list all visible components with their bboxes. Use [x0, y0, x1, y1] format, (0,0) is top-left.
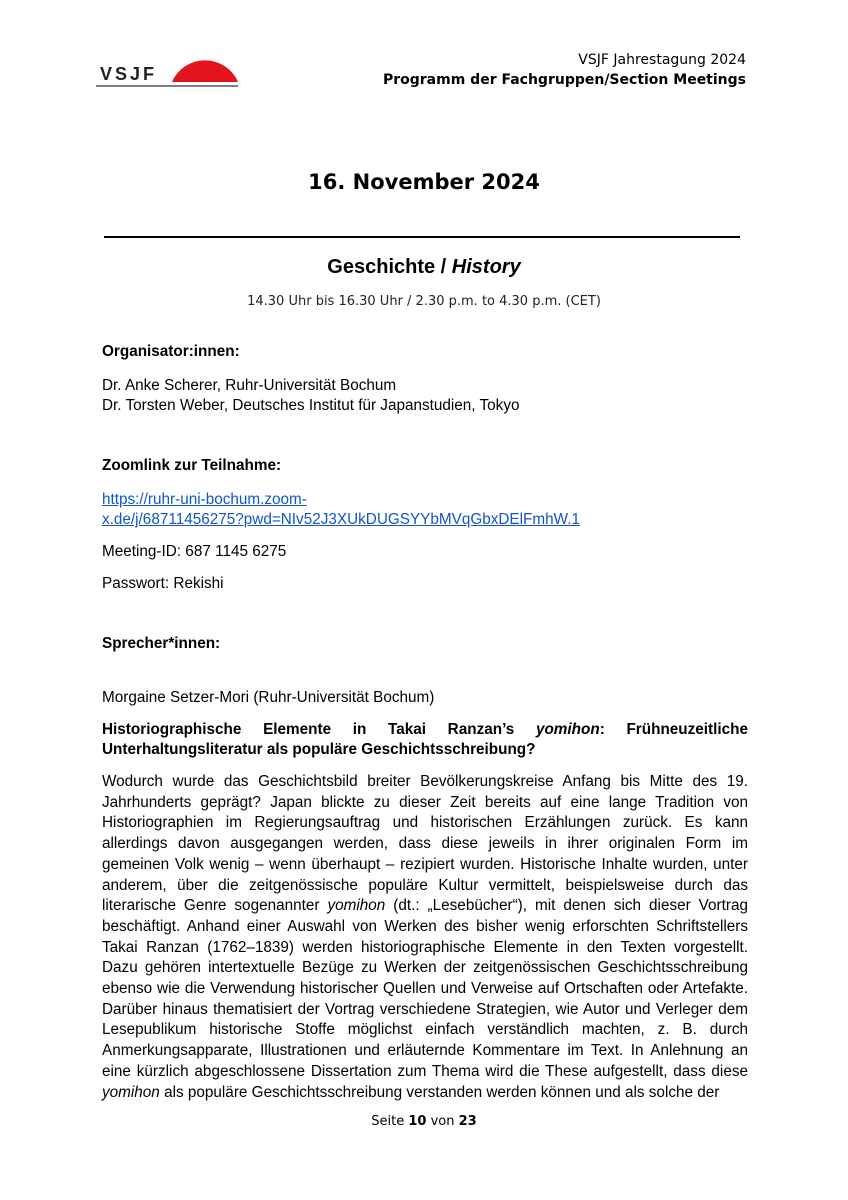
session-time: 14.30 Uhr bis 16.30 Uhr / 2.30 p.m. to 4.30 p.m. (CET) — [247, 294, 601, 309]
speakers-label: Sprecher*innen: — [102, 635, 221, 652]
rising-sun-arc — [172, 60, 238, 82]
page-footer — [0, 1114, 848, 1129]
footer-total-pages: 23 — [458, 1114, 477, 1129]
zoom-link-line2: x.de/j/68711456275?pwd=NIv52J3XUkDUGSYYbMVqGbxDElFmhW.1 — [102, 511, 580, 528]
title-divider — [104, 236, 740, 238]
header-title: VSJF Jahrestagung 2024 — [578, 52, 746, 68]
organizer-2: Dr. Torsten Weber, Deutsches Institut für Japanstudien, Tokyo — [102, 397, 520, 414]
zoom-link[interactable] — [102, 491, 580, 528]
talk-title — [102, 720, 748, 760]
section-title — [0, 256, 848, 279]
abstract-italic-1: yomihon — [327, 897, 386, 915]
date-title: 16. November 2024 — [308, 170, 540, 194]
logo-text: VSJF — [100, 64, 158, 84]
header-subtitle: Programm der Fachgruppen/Section Meetings — [382, 72, 746, 88]
main-content — [102, 342, 748, 1103]
footer-current-page: 10 — [408, 1114, 427, 1129]
section-title-de: Geschichte / — [327, 256, 452, 278]
talk-abstract — [102, 772, 748, 1103]
zoom-label: Zoomlink zur Teilnahme: — [102, 457, 282, 474]
meeting-password: Passwort: Rekishi — [102, 575, 224, 592]
talk-title-part1: Historiographische Elemente in Takai Ranzan’s — [102, 721, 536, 738]
section-title-en: History — [451, 256, 521, 278]
abstract-part3: als populäre Geschichtsschreibung verstanden werden können und als solche der — [159, 1083, 720, 1101]
abstract-italic-2: yomihon — [102, 1083, 160, 1101]
vsjf-logo — [96, 34, 241, 92]
talk-title-italic: yomihon — [535, 721, 600, 738]
footer-middle: von — [426, 1114, 459, 1129]
document-header — [383, 50, 746, 90]
organizer-1: Dr. Anke Scherer, Ruhr-Universität Bochum — [102, 377, 397, 394]
organizers-label: Organisator:innen: — [102, 343, 240, 360]
abstract-part2: (dt.: „Lesebücher“), mit denen sich dieser Vortrag beschäftigt. Anhand einer Auswahl von Werken des bisher wenig erforschten Schriftstellers Takai Ranzan (1762–1839) werden historiographische Elemente in den Texten vorgestellt. Dazu gehören intertextuelle Bezüge zu Werken der zeitgenössischen Geschichtsschreibung ebenso wie die Verwendung historischer Quellen und Verweise auf Ortschaften oder Artefakte. Darüber hinaus thematisiert der Vortrag verschiedene Strategien, wie Autor und Verleger dem Lesepublikum historische Stoffe möglichst einfach verständlich machten, z. B. durch Anmerkungsapparate, Illustrationen und erläuternde Kommentare im Text. In Anlehnung an eine kürzlich abgeschlossene Dissertation zum Thema wird die These aufgestellt, dass diese — [102, 897, 748, 1080]
abstract-part1: Wodurch wurde das Geschichtsbild breiter Bevölkerungskreise Anfang bis Mitte des 19. Jahrhunderts geprägt? Japan blickte zu dieser Zeit bereits auf eine lange Tradition von Historiographien im Regierungsauftrag und historischen Erzählungen zurück. Es kann allerdings davon ausgegangen werden, dass diese jeweils in ihrer originalen Form im gemeinen Volk wenig – wenn überhaupt – rezipiert wurden. Historische Inhalte wurden, unter anderem, über die zeitgenössische populäre Kultur vermittelt, beispielsweise durch das literarische Genre sogenannter — [102, 773, 748, 915]
talk-title-part2: : Frühneuzeitliche Unterhaltungsliteratur als populäre Geschichtsschreibung? — [102, 721, 748, 758]
meeting-id: Meeting-ID: 687 1145 6275 — [102, 543, 287, 560]
zoom-link-line1: https://ruhr-uni-bochum.zoom- — [102, 491, 307, 508]
footer-prefix: Seite — [371, 1114, 409, 1129]
speaker-name: Morgaine Setzer-Mori (Ruhr-Universität Bochum) — [102, 689, 435, 706]
